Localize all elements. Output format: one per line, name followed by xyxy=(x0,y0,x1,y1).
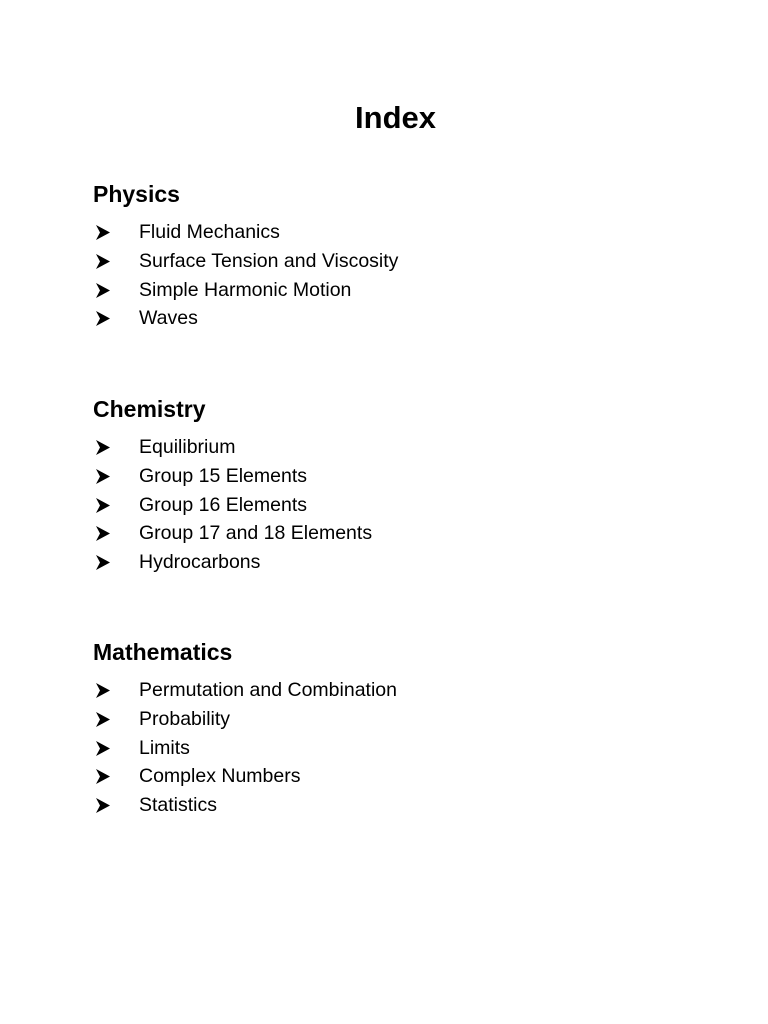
list-item-text: Complex Numbers xyxy=(139,765,301,788)
list-item xyxy=(93,462,693,491)
arrowhead-bullet-icon xyxy=(93,218,113,247)
arrowhead-bullet-icon xyxy=(93,491,113,520)
list-item-text: Hydrocarbons xyxy=(139,551,261,574)
list-item xyxy=(93,676,693,705)
list-item-text: Statistics xyxy=(139,794,218,817)
section-mathematics xyxy=(93,636,693,820)
list-item xyxy=(93,491,693,520)
arrowhead-bullet-icon xyxy=(93,433,113,462)
arrowhead-bullet-icon xyxy=(93,247,113,276)
list-item xyxy=(93,519,693,548)
page-title: Index xyxy=(355,100,436,135)
topic-list xyxy=(93,676,693,820)
list-item-text: Group 15 Elements xyxy=(139,464,308,487)
list-item xyxy=(93,247,693,276)
list-item xyxy=(93,548,693,577)
list-item xyxy=(93,276,693,305)
list-item xyxy=(93,762,693,791)
list-item xyxy=(93,218,693,247)
list-item-text: Limits xyxy=(139,736,190,759)
list-item-text: Group 17 and 18 Elements xyxy=(139,522,373,545)
section-physics xyxy=(93,178,693,333)
list-item xyxy=(93,734,693,763)
arrowhead-bullet-icon xyxy=(93,276,113,305)
list-item-text: Waves xyxy=(139,307,198,330)
section-heading: Physics xyxy=(93,181,180,207)
arrowhead-bullet-icon xyxy=(93,304,113,333)
list-item-text: Group 16 Elements xyxy=(139,493,308,516)
arrowhead-bullet-icon xyxy=(93,762,113,791)
arrowhead-bullet-icon xyxy=(93,519,113,548)
list-item-text: Simple Harmonic Motion xyxy=(139,278,352,301)
topic-list xyxy=(93,218,693,333)
list-item-text: Equilibrium xyxy=(139,436,236,458)
list-item xyxy=(93,705,693,734)
arrowhead-bullet-icon xyxy=(93,676,113,705)
list-item xyxy=(93,791,693,820)
section-chemistry xyxy=(93,393,693,577)
list-item xyxy=(93,433,693,462)
section-heading: Chemistry xyxy=(93,396,206,422)
section-heading: Mathematics xyxy=(93,639,233,665)
arrowhead-bullet-icon xyxy=(93,791,113,820)
list-item xyxy=(93,304,693,333)
arrowhead-bullet-icon xyxy=(93,705,113,734)
arrowhead-bullet-icon xyxy=(93,548,113,577)
list-item-text: Permutation and Combination xyxy=(139,679,397,701)
arrowhead-bullet-icon xyxy=(93,734,113,763)
topic-list xyxy=(93,433,693,577)
list-item-text: Probability xyxy=(139,707,231,730)
arrowhead-bullet-icon xyxy=(93,462,113,491)
list-item-text: Fluid Mechanics xyxy=(139,221,280,243)
list-item-text: Surface Tension and Viscosity xyxy=(139,249,399,272)
